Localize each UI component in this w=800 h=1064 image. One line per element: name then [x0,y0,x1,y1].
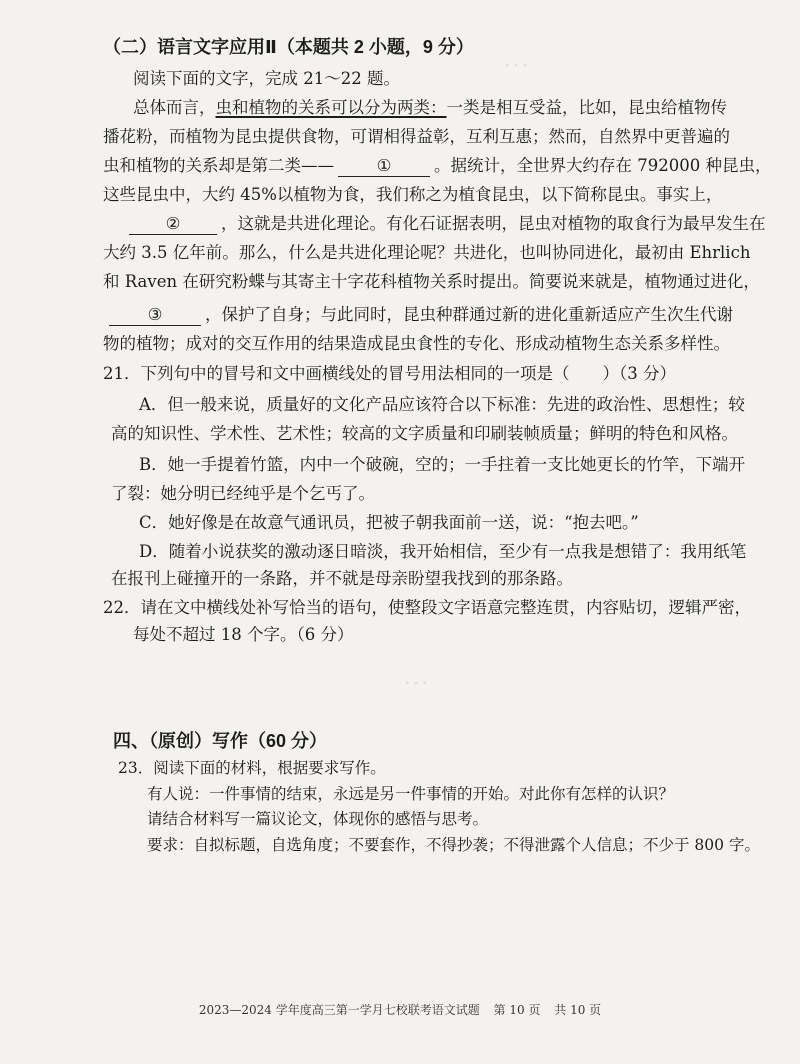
passage-line: 播花粉，而植物为昆虫提供食物，可谓相得益彰，互利互惠；然而，自然界中更普遍的 [103,127,730,146]
footer-exam-title: 2023—2024 学年度高三第一学月七校联考语文试题 [198,1003,480,1017]
passage-text: 虫和植物的关系却是第二类—— [103,156,334,175]
passage-text: 一类是相互受益，比如，昆虫给植物传 [446,98,727,117]
passage-text: 。据统计，全世界大约存在 792000 种昆虫， [434,156,772,175]
option-d-cont: 在报刊上碰撞开的一条路，并不就是母亲盼望我找到的那条路。 [111,569,573,588]
passage-line: 这些昆虫中，大约 45%以植物为食，我们称之为植食昆虫，以下简称昆虫。事实上， [103,185,723,204]
question-22-cont: 每处不超过 18 个字。（6 分） [133,625,354,644]
writing-material: 有人说：一件事情的结束，永远是另一件事情的开始。对此你有怎样的认识？ [147,785,675,803]
section-title: 四、（原创）写作（60 分） [113,731,328,751]
section-title: （二）语言文字应用Ⅱ（本题共 2 小题，9 分） [103,37,474,57]
underlined-text: 虫和植物的关系可以分为两类： [215,98,447,117]
passage-line: 和 Raven 在研究粉蝶与其寄主十字花科植物关系时提出。简要说来就是，植物通过进化， [103,272,760,291]
option-a: A．但一般来说，质量好的文化产品应该符合以下标准：先进的政治性、思想性；较 [139,395,745,414]
question-23-stem: 23．阅读下面的材料，根据要求写作。 [118,759,386,777]
scan-artifact: · · · [405,676,428,692]
option-a-cont: 高的知识性、学术性、艺术性；较高的文字质量和印刷装帧质量；鲜明的特色和风格。 [111,424,738,443]
writing-task: 请结合材料写一篇议论文，体现你的感悟与思考。 [147,810,489,828]
passage-line [103,213,766,235]
answer-blank-2: ② [129,214,217,235]
option-b: B．她一手提着竹篮，内中一个破碗，空的；一手拄着一支比她更长的竹竿，下端开 [139,455,746,474]
instruction-text: 阅读下面的文字，完成 21～22 题。 [133,69,400,88]
passage-text: ，保护了自身；与此同时，昆虫种群通过新的进化重新适应产生次生代谢 [205,305,733,324]
answer-blank-3: ③ [109,305,201,326]
page-footer [0,1001,800,1018]
passage-line: 大约 3.5 亿年前。那么，什么是共进化理论呢？共进化，也叫协同进化，最初由 Ehrlich [103,243,751,262]
writing-requirements: 要求：自拟标题，自选角度；不要套作，不得抄袭；不得泄露个人信息；不少于 800 字。 [147,836,760,854]
question-22-stem: 22．请在文中横线处补写恰当的语句，使整段文字语意完整连贯，内容贴切，逻辑严密， [103,598,751,617]
passage-text: ，这就是共进化理论。有化石证据表明，昆虫对植物的取食行为最早发生在 [221,214,766,233]
option-b-cont: 了裂：她分明已经纯乎是个乞丐了。 [111,484,375,503]
answer-blank-1: ① [338,156,430,177]
footer-page-total: 共 10 页 [554,1003,602,1017]
question-21-stem: 21．下列句中的冒号和文中画横线处的冒号用法相同的一项是（ ）（3 分） [103,364,676,383]
passage-line [133,97,727,119]
option-d: D．随着小说获奖的激动逐日暗淡，我开始相信，至少有一点我是想错了：我用纸笔 [139,542,747,561]
passage-line [103,155,771,177]
passage-line: 物的植物；成对的交互作用的结果造成昆虫食性的专化、形成动植物生态关系多样性。 [103,334,730,353]
passage-line [103,304,733,326]
footer-page-number: 第 10 页 [493,1003,541,1017]
scan-artifact: · · · [505,58,528,74]
option-c: C．她好像是在故意气通讯员，把被子朝我面前一送，说：“抱去吧。” [139,513,639,532]
passage-text: 总体而言， [133,98,216,117]
